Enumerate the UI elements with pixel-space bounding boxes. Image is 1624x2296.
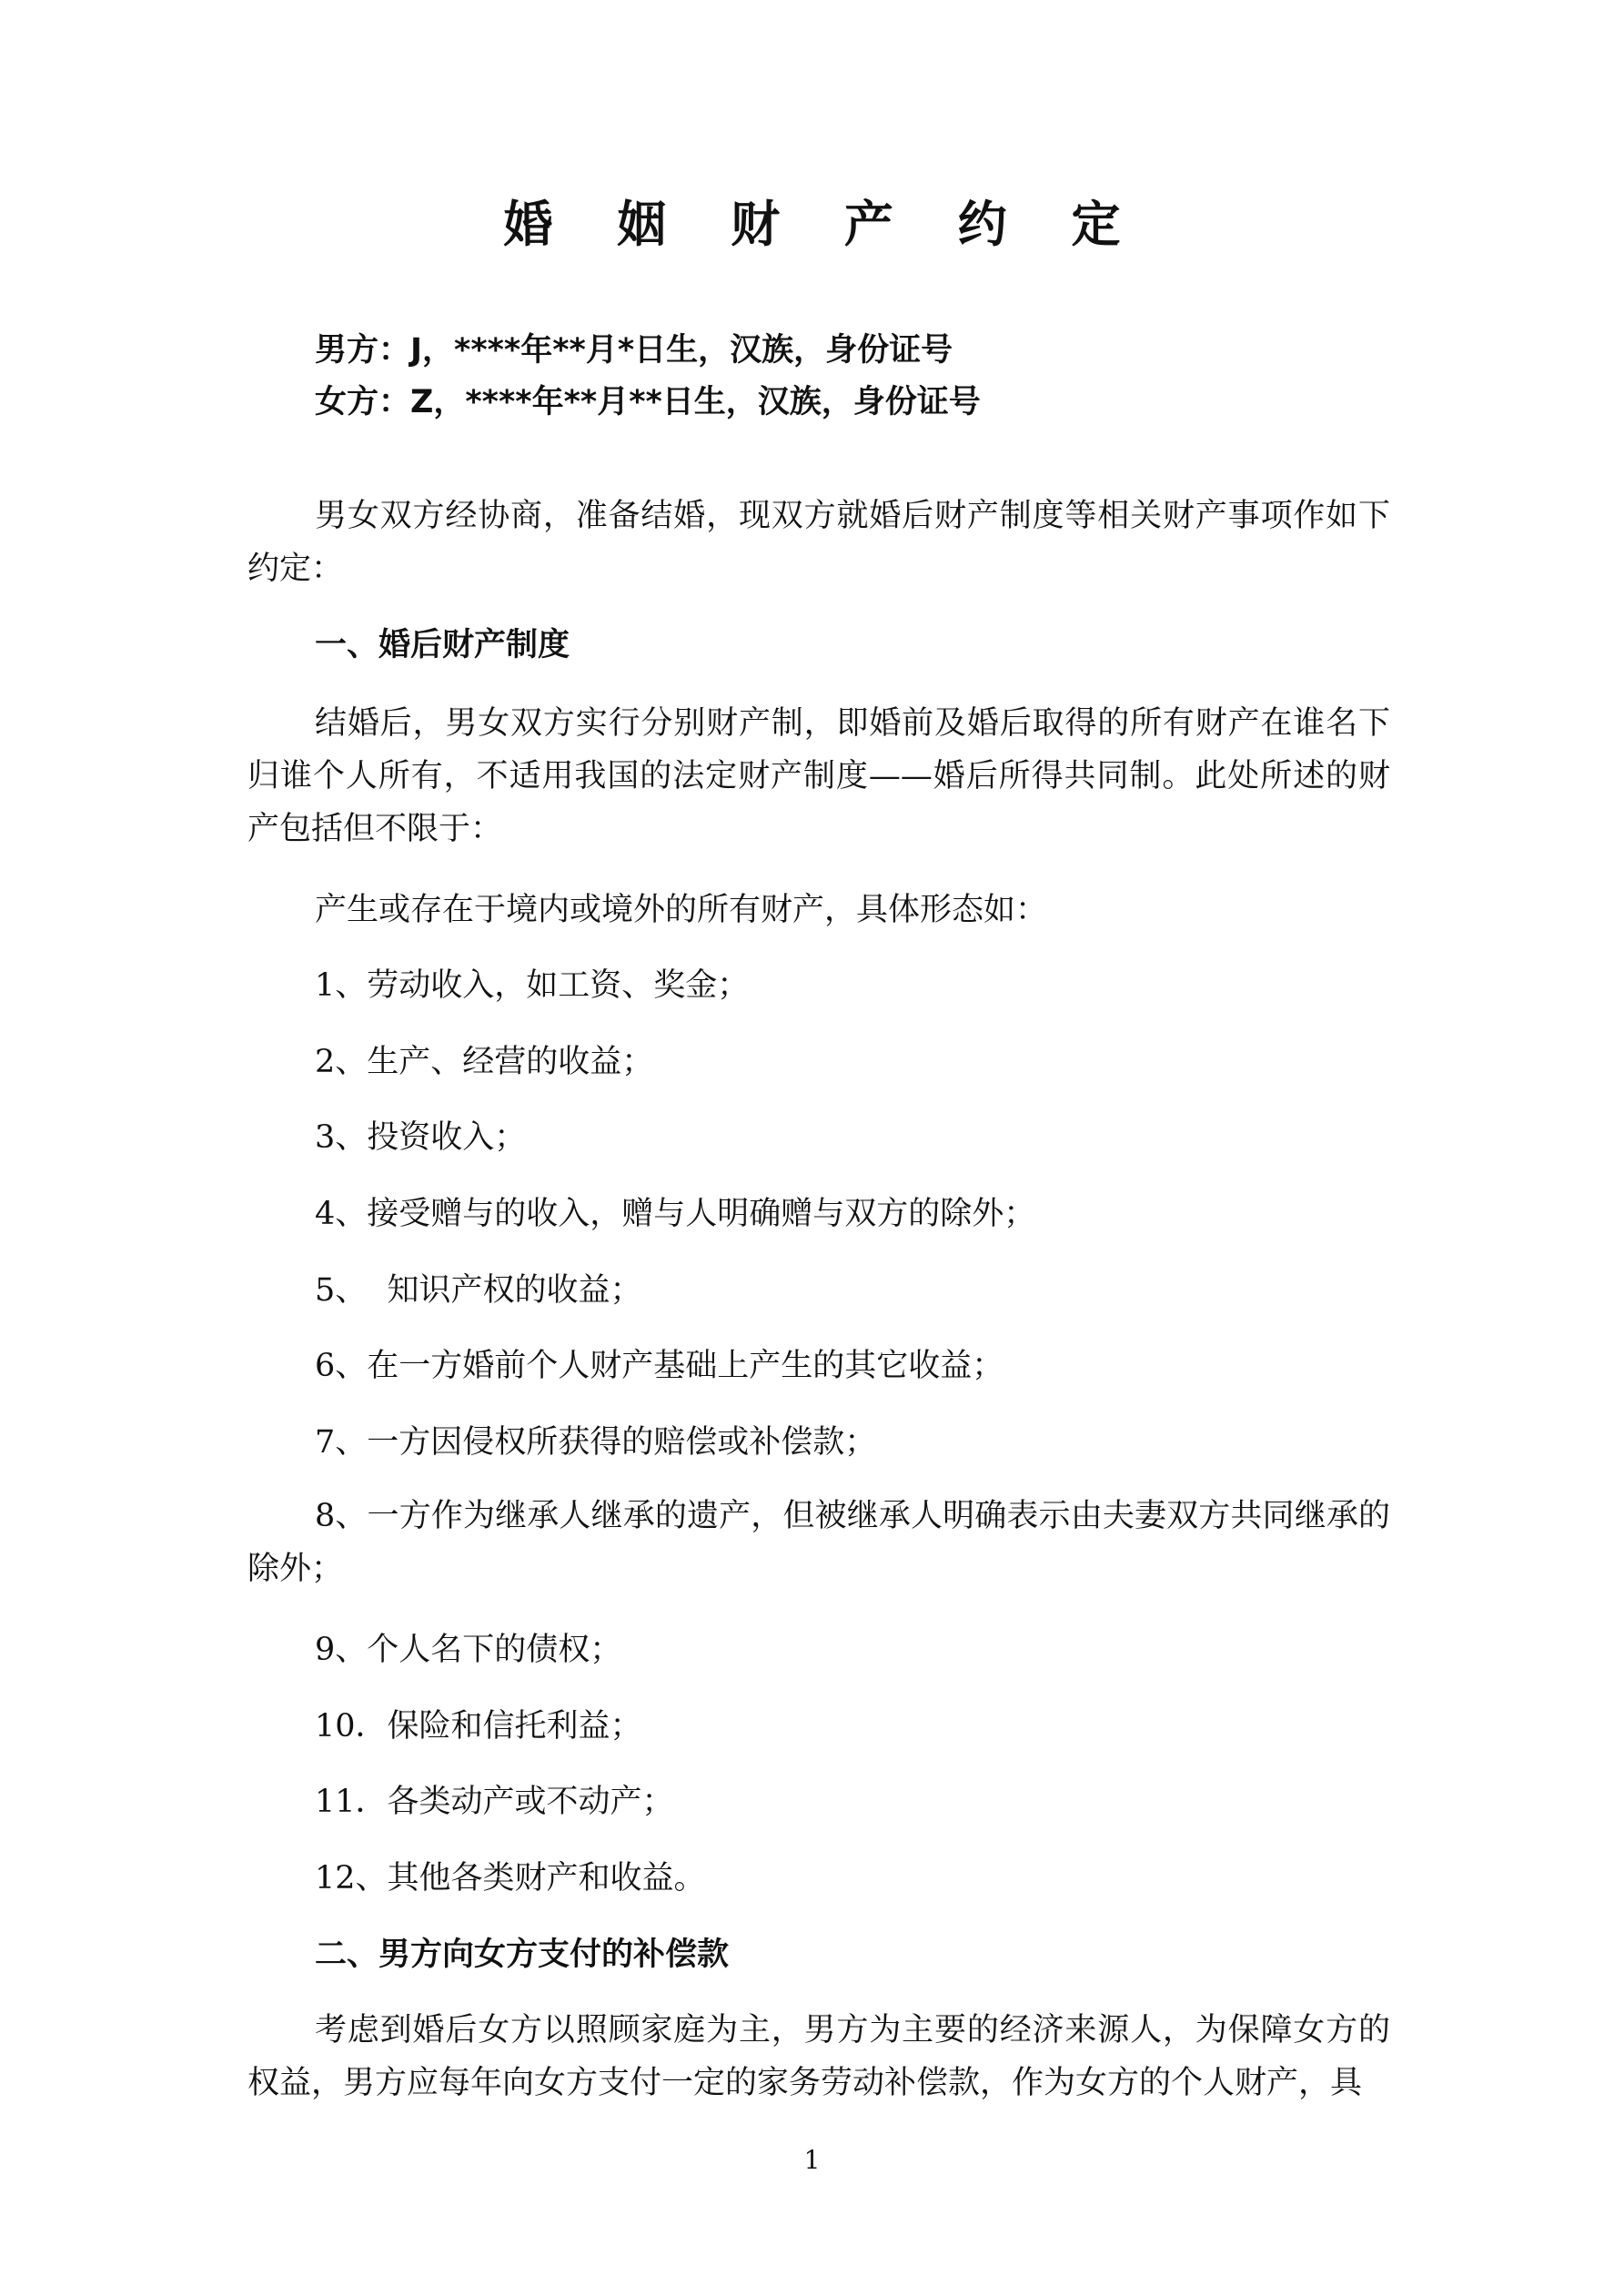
list-item: 1、劳动收入，如工资、奖金；: [315, 967, 750, 1004]
list-item: 6、在一方婚前个人财产基础上产生的其它收益；: [315, 1348, 1004, 1384]
section1-heading: 一、婚后财产制度: [315, 627, 570, 663]
list-item: 3、投资收入；: [315, 1119, 527, 1156]
list-item: 10．保险和信托利益；: [315, 1708, 642, 1745]
list-item: 4、接受赠与的收入，赠与人明确赠与双方的除外；: [315, 1196, 1036, 1232]
section1-lead: 产生或存在于境内或境外的所有财产，具体形态如：: [315, 892, 1048, 928]
list-item: 5、 知识产权的收益；: [315, 1272, 642, 1309]
male-party-info: 男方：J，****年**月*日生，汉族，身份证号: [315, 332, 953, 369]
document-title: 婚 姻 财 产 约 定: [503, 196, 1145, 253]
list-item: 8、一方作为继承人继承的遗产，但被继承人明确表示由夫妻双方共同继承的除外；: [247, 1498, 1390, 1587]
section2-body: 考虑到婚后女方以照顾家庭为主，男方为主要的经济来源人，为保障女方的权益，男方应每年向女方支付一定的家务劳动补偿款，作为女方的个人财产，具: [247, 2012, 1390, 2101]
list-item: 9、个人名下的债权；: [315, 1632, 622, 1668]
list-item: 7、一方因侵权所获得的赔偿或补偿款；: [315, 1424, 877, 1461]
list-item: 2、生产、经营的收益；: [315, 1044, 654, 1080]
page-number: 1: [803, 2145, 821, 2175]
female-party-info: 女方：Z，****年**月**日生，汉族，身份证号: [315, 384, 981, 420]
list-item: 12、其他各类财产和收益。: [315, 1860, 706, 1896]
list-item: 11．各类动产或不动产；: [315, 1784, 674, 1820]
intro-paragraph: 男女双方经协商，准备结婚，现双方就婚后财产制度等相关财产事项作如下约定：: [247, 498, 1390, 587]
section1-body: 结婚后，男女双方实行分别财产制，即婚前及婚后取得的所有财产在谁名下归谁个人所有，不适用我国的法定财产制度——婚后所得共同制。此处所述的财产包括但不限于：: [247, 705, 1390, 847]
section2-heading: 二、男方向女方支付的补偿款: [315, 1937, 730, 1973]
